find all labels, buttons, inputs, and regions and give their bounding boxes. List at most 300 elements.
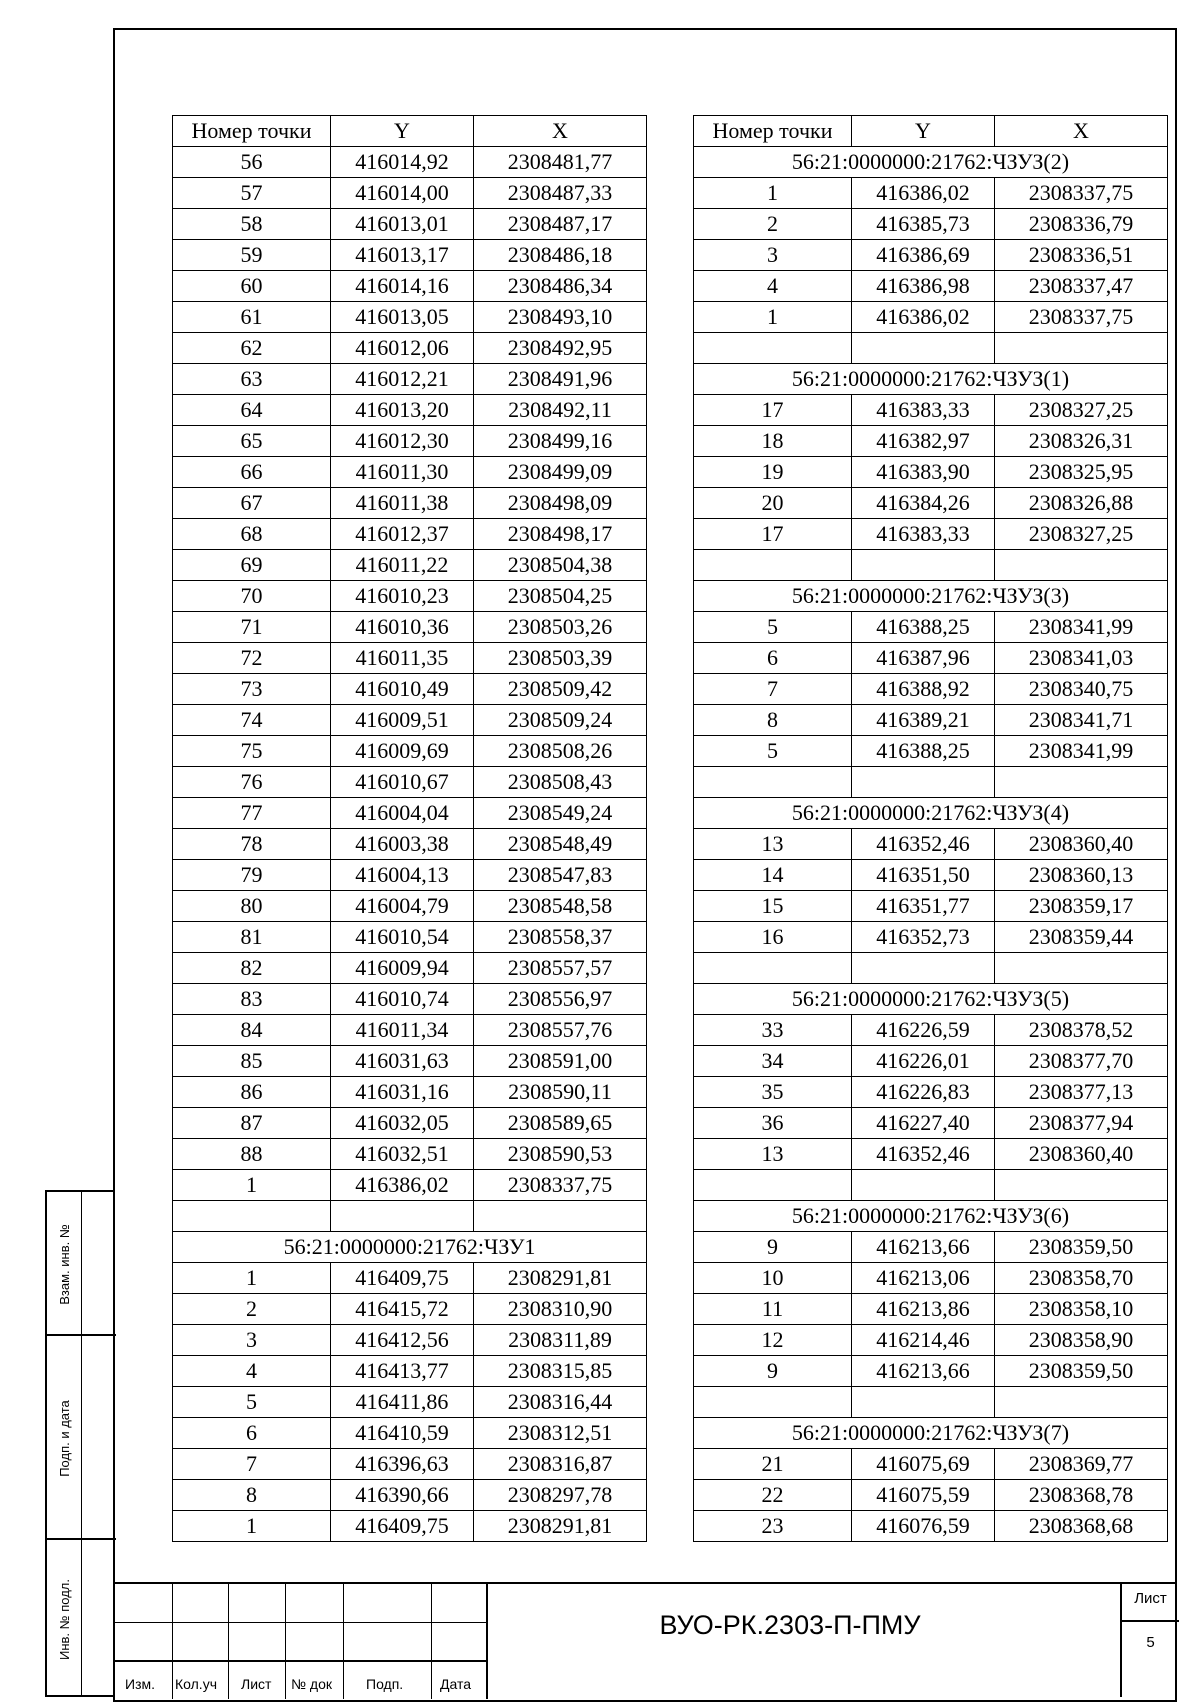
x-cell: 2308377,70 xyxy=(995,1046,1168,1077)
col-doc-no: № док xyxy=(291,1676,332,1692)
x-cell: 2308297,78 xyxy=(474,1480,647,1511)
y-cell: 416010,36 xyxy=(331,612,474,643)
point-number-cell: 79 xyxy=(173,860,331,891)
point-number-cell: 1 xyxy=(173,1263,331,1294)
point-number-cell: 4 xyxy=(694,271,852,302)
table-row xyxy=(694,860,1168,891)
y-cell: 416388,25 xyxy=(852,736,995,767)
x-cell: 2308359,44 xyxy=(995,922,1168,953)
x-cell: 2308368,68 xyxy=(995,1511,1168,1542)
point-number-cell: 70 xyxy=(173,581,331,612)
point-number-cell: 64 xyxy=(173,395,331,426)
point-number-cell: 7 xyxy=(173,1449,331,1480)
x-cell: 2308492,11 xyxy=(474,395,647,426)
x-cell: 2308337,75 xyxy=(995,178,1168,209)
y-cell: 416213,66 xyxy=(852,1232,995,1263)
point-number-cell: 1 xyxy=(694,178,852,209)
point-number-cell: 15 xyxy=(694,891,852,922)
sheet-box xyxy=(1120,1582,1179,1697)
coordinates-table-left xyxy=(172,115,647,1542)
table-row xyxy=(173,1077,647,1108)
x-cell xyxy=(995,1387,1168,1418)
y-cell: 416004,79 xyxy=(331,891,474,922)
point-number-cell: 11 xyxy=(694,1294,852,1325)
point-number-cell: 23 xyxy=(694,1511,852,1542)
x-cell xyxy=(474,1201,647,1232)
x-cell: 2308377,94 xyxy=(995,1108,1168,1139)
x-cell: 2308369,77 xyxy=(995,1449,1168,1480)
point-number-cell: 6 xyxy=(694,643,852,674)
table-row xyxy=(694,829,1168,860)
x-cell xyxy=(995,333,1168,364)
y-cell: 416352,46 xyxy=(852,1139,995,1170)
y-cell: 416011,30 xyxy=(331,457,474,488)
table-row xyxy=(173,767,647,798)
point-number-cell: 2 xyxy=(173,1294,331,1325)
point-number-cell xyxy=(694,550,852,581)
x-cell: 2308549,24 xyxy=(474,798,647,829)
y-cell: 416213,06 xyxy=(852,1263,995,1294)
x-cell: 2308337,75 xyxy=(474,1170,647,1201)
table-row xyxy=(173,550,647,581)
y-cell: 416226,83 xyxy=(852,1077,995,1108)
x-cell xyxy=(995,550,1168,581)
table-row xyxy=(694,1170,1168,1201)
point-number-cell: 17 xyxy=(694,395,852,426)
x-cell: 2308336,79 xyxy=(995,209,1168,240)
point-number-cell xyxy=(694,1170,852,1201)
section-title: 56:21:0000000:21762:ЧЗУЗ(5) xyxy=(694,984,1168,1015)
y-cell: 416075,59 xyxy=(852,1480,995,1511)
y-cell: 416386,02 xyxy=(852,302,995,333)
point-number-cell: 56 xyxy=(173,147,331,178)
point-number-cell: 82 xyxy=(173,953,331,984)
point-number-cell: 19 xyxy=(694,457,852,488)
header-row xyxy=(173,116,647,147)
y-cell: 416010,23 xyxy=(331,581,474,612)
y-cell: 416386,98 xyxy=(852,271,995,302)
y-cell: 416411,86 xyxy=(331,1387,474,1418)
point-number-cell: 75 xyxy=(173,736,331,767)
point-number-cell: 81 xyxy=(173,922,331,953)
table-row xyxy=(694,1449,1168,1480)
point-number-cell: 9 xyxy=(694,1232,852,1263)
sheet-label: Лист xyxy=(1134,1590,1167,1607)
point-number-cell: 35 xyxy=(694,1077,852,1108)
point-number-cell: 68 xyxy=(173,519,331,550)
point-number-cell: 85 xyxy=(173,1046,331,1077)
point-number-cell: 83 xyxy=(173,984,331,1015)
x-cell: 2308326,88 xyxy=(995,488,1168,519)
table-row xyxy=(694,891,1168,922)
section-row xyxy=(694,581,1168,612)
col-change: Изм. xyxy=(125,1676,155,1692)
point-number-cell: 21 xyxy=(694,1449,852,1480)
table-row xyxy=(694,426,1168,457)
y-cell: 416352,73 xyxy=(852,922,995,953)
x-cell: 2308508,43 xyxy=(474,767,647,798)
x-cell: 2308486,34 xyxy=(474,271,647,302)
table-row xyxy=(173,922,647,953)
section-row xyxy=(694,364,1168,395)
y-cell: 416032,05 xyxy=(331,1108,474,1139)
table-row xyxy=(694,1480,1168,1511)
table-row xyxy=(694,1015,1168,1046)
x-cell: 2308337,47 xyxy=(995,271,1168,302)
table-row xyxy=(694,643,1168,674)
table-row xyxy=(173,1015,647,1046)
table-row xyxy=(173,798,647,829)
point-number-cell: 36 xyxy=(694,1108,852,1139)
table-row xyxy=(173,1263,647,1294)
point-number-cell xyxy=(694,953,852,984)
point-number-cell: 86 xyxy=(173,1077,331,1108)
table-row xyxy=(694,1325,1168,1356)
table-row xyxy=(173,1480,647,1511)
table-row xyxy=(173,1325,647,1356)
point-number-cell: 74 xyxy=(173,705,331,736)
x-cell: 2308359,50 xyxy=(995,1356,1168,1387)
x-cell: 2308316,44 xyxy=(474,1387,647,1418)
col-signature: Подп. xyxy=(366,1676,404,1692)
point-number-cell: 7 xyxy=(694,674,852,705)
table-row xyxy=(694,333,1168,364)
x-cell: 2308311,89 xyxy=(474,1325,647,1356)
point-number-cell: 3 xyxy=(694,240,852,271)
point-number-cell: 71 xyxy=(173,612,331,643)
x-cell: 2308493,10 xyxy=(474,302,647,333)
table-row xyxy=(694,1294,1168,1325)
point-number-cell: 63 xyxy=(173,364,331,395)
table-row xyxy=(173,178,647,209)
side-label-sign-date: Подп. и дата xyxy=(56,1399,72,1477)
table-row xyxy=(694,519,1168,550)
table-row xyxy=(173,643,647,674)
point-number-cell: 5 xyxy=(173,1387,331,1418)
y-cell: 416011,38 xyxy=(331,488,474,519)
point-number-cell: 10 xyxy=(694,1263,852,1294)
col-sheet: Лист xyxy=(241,1676,272,1692)
table-row xyxy=(173,364,647,395)
y-cell: 416076,59 xyxy=(852,1511,995,1542)
table-row xyxy=(173,674,647,705)
y-cell: 416410,59 xyxy=(331,1418,474,1449)
table-row xyxy=(173,736,647,767)
side-label-replacement-inv: Взам. инв. № xyxy=(56,1223,72,1305)
x-cell: 2308368,78 xyxy=(995,1480,1168,1511)
y-cell: 416383,90 xyxy=(852,457,995,488)
point-number-cell xyxy=(694,1387,852,1418)
table-row xyxy=(694,240,1168,271)
table-row xyxy=(173,891,647,922)
table-row xyxy=(173,426,647,457)
y-cell: 416409,75 xyxy=(331,1263,474,1294)
table-row xyxy=(173,1201,647,1232)
table-row xyxy=(694,550,1168,581)
table-row xyxy=(694,1046,1168,1077)
section-row xyxy=(694,984,1168,1015)
point-number-cell: 1 xyxy=(173,1170,331,1201)
point-number-cell: 80 xyxy=(173,891,331,922)
x-cell: 2308548,49 xyxy=(474,829,647,860)
y-cell: 416003,38 xyxy=(331,829,474,860)
side-stamp xyxy=(45,1190,114,1697)
y-cell: 416385,73 xyxy=(852,209,995,240)
table-row xyxy=(173,1139,647,1170)
y-cell: 416388,92 xyxy=(852,674,995,705)
y-cell: 416009,51 xyxy=(331,705,474,736)
y-cell: 416409,75 xyxy=(331,1511,474,1542)
x-cell: 2308509,42 xyxy=(474,674,647,705)
y-cell xyxy=(331,1201,474,1232)
point-number-cell: 59 xyxy=(173,240,331,271)
x-cell: 2308359,17 xyxy=(995,891,1168,922)
x-cell: 2308360,40 xyxy=(995,829,1168,860)
y-cell xyxy=(852,767,995,798)
col-count: Кол.уч xyxy=(175,1676,217,1692)
x-cell: 2308591,00 xyxy=(474,1046,647,1077)
x-cell: 2308341,03 xyxy=(995,643,1168,674)
x-cell: 2308589,65 xyxy=(474,1108,647,1139)
point-number-cell: 18 xyxy=(694,426,852,457)
x-cell: 2308590,53 xyxy=(474,1139,647,1170)
point-number-cell: 62 xyxy=(173,333,331,364)
point-number-cell: 22 xyxy=(694,1480,852,1511)
table-row xyxy=(694,1356,1168,1387)
table-row xyxy=(694,953,1168,984)
table-row xyxy=(694,1387,1168,1418)
header-cell: Номер точки xyxy=(173,116,331,147)
table-row xyxy=(173,1356,647,1387)
y-cell: 416013,05 xyxy=(331,302,474,333)
header-row xyxy=(694,116,1168,147)
point-number-cell: 5 xyxy=(694,612,852,643)
table-row xyxy=(694,302,1168,333)
point-number-cell: 57 xyxy=(173,178,331,209)
table-row xyxy=(173,581,647,612)
point-number-cell: 72 xyxy=(173,643,331,674)
x-cell: 2308310,90 xyxy=(474,1294,647,1325)
x-cell: 2308558,37 xyxy=(474,922,647,953)
x-cell: 2308504,25 xyxy=(474,581,647,612)
header-cell: X xyxy=(995,116,1168,147)
x-cell: 2308358,10 xyxy=(995,1294,1168,1325)
x-cell: 2308548,58 xyxy=(474,891,647,922)
table-row xyxy=(173,457,647,488)
x-cell: 2308547,83 xyxy=(474,860,647,891)
point-number-cell: 84 xyxy=(173,1015,331,1046)
table-row xyxy=(694,1511,1168,1542)
header-cell: Номер точки xyxy=(694,116,852,147)
table-row xyxy=(173,519,647,550)
sheet-number: 5 xyxy=(1146,1634,1155,1651)
table-row xyxy=(173,1294,647,1325)
col-date: Дата xyxy=(440,1676,472,1692)
table-row xyxy=(173,1108,647,1139)
coordinates-table-right xyxy=(693,115,1168,1542)
x-cell: 2308327,25 xyxy=(995,519,1168,550)
y-cell: 416014,16 xyxy=(331,271,474,302)
table-row xyxy=(173,395,647,426)
point-number-cell: 8 xyxy=(173,1480,331,1511)
x-cell: 2308312,51 xyxy=(474,1418,647,1449)
y-cell: 416390,66 xyxy=(331,1480,474,1511)
x-cell: 2308336,51 xyxy=(995,240,1168,271)
table-row xyxy=(694,674,1168,705)
y-cell: 416012,21 xyxy=(331,364,474,395)
y-cell: 416352,46 xyxy=(852,829,995,860)
x-cell: 2308341,99 xyxy=(995,736,1168,767)
table-row xyxy=(694,1108,1168,1139)
x-cell: 2308509,24 xyxy=(474,705,647,736)
table-row xyxy=(173,1387,647,1418)
y-cell: 416351,77 xyxy=(852,891,995,922)
y-cell: 416009,69 xyxy=(331,736,474,767)
point-number-cell xyxy=(694,767,852,798)
point-number-cell: 76 xyxy=(173,767,331,798)
section-title: 56:21:0000000:21762:ЧЗУЗ(7) xyxy=(694,1418,1168,1449)
point-number-cell: 66 xyxy=(173,457,331,488)
x-cell: 2308499,16 xyxy=(474,426,647,457)
point-number-cell: 88 xyxy=(173,1139,331,1170)
y-cell: 416011,35 xyxy=(331,643,474,674)
table-row xyxy=(694,271,1168,302)
x-cell: 2308341,71 xyxy=(995,705,1168,736)
y-cell: 416010,54 xyxy=(331,922,474,953)
table-row xyxy=(694,1232,1168,1263)
point-number-cell: 13 xyxy=(694,829,852,860)
x-cell xyxy=(995,953,1168,984)
point-number-cell: 20 xyxy=(694,488,852,519)
point-number-cell: 87 xyxy=(173,1108,331,1139)
x-cell: 2308291,81 xyxy=(474,1263,647,1294)
point-number-cell: 12 xyxy=(694,1325,852,1356)
y-cell: 416213,86 xyxy=(852,1294,995,1325)
y-cell xyxy=(852,550,995,581)
table-row xyxy=(694,1139,1168,1170)
y-cell: 416386,02 xyxy=(852,178,995,209)
x-cell: 2308491,96 xyxy=(474,364,647,395)
table-row xyxy=(173,302,647,333)
x-cell: 2308360,40 xyxy=(995,1139,1168,1170)
point-number-cell: 65 xyxy=(173,426,331,457)
point-number-cell: 58 xyxy=(173,209,331,240)
x-cell: 2308340,75 xyxy=(995,674,1168,705)
y-cell xyxy=(852,1170,995,1201)
document-code: ВУО-РК.2303-П-ПМУ xyxy=(659,1610,921,1640)
x-cell: 2308503,26 xyxy=(474,612,647,643)
table-row xyxy=(173,705,647,736)
x-cell: 2308325,95 xyxy=(995,457,1168,488)
x-cell: 2308291,81 xyxy=(474,1511,647,1542)
table-row xyxy=(173,333,647,364)
table-row xyxy=(694,736,1168,767)
y-cell: 416012,06 xyxy=(331,333,474,364)
table-row xyxy=(173,271,647,302)
point-number-cell: 8 xyxy=(694,705,852,736)
table-row xyxy=(694,612,1168,643)
y-cell: 416383,33 xyxy=(852,395,995,426)
x-cell: 2308326,31 xyxy=(995,426,1168,457)
table-row xyxy=(694,488,1168,519)
point-number-cell: 5 xyxy=(694,736,852,767)
table-row xyxy=(173,829,647,860)
x-cell: 2308498,17 xyxy=(474,519,647,550)
table-row xyxy=(694,705,1168,736)
point-number-cell: 60 xyxy=(173,271,331,302)
y-cell: 416012,37 xyxy=(331,519,474,550)
y-cell: 416032,51 xyxy=(331,1139,474,1170)
section-title: 56:21:0000000:21762:ЧЗУЗ(1) xyxy=(694,364,1168,395)
x-cell xyxy=(995,1170,1168,1201)
y-cell: 416011,34 xyxy=(331,1015,474,1046)
x-cell: 2308557,76 xyxy=(474,1015,647,1046)
header-cell: X xyxy=(474,116,647,147)
point-number-cell xyxy=(173,1201,331,1232)
y-cell: 416011,22 xyxy=(331,550,474,581)
table-row xyxy=(173,209,647,240)
point-number-cell: 1 xyxy=(173,1511,331,1542)
point-number-cell: 1 xyxy=(694,302,852,333)
x-cell: 2308492,95 xyxy=(474,333,647,364)
x-cell: 2308315,85 xyxy=(474,1356,647,1387)
y-cell: 416226,01 xyxy=(852,1046,995,1077)
table-row xyxy=(173,953,647,984)
x-cell: 2308358,70 xyxy=(995,1263,1168,1294)
y-cell: 416010,74 xyxy=(331,984,474,1015)
y-cell: 416009,94 xyxy=(331,953,474,984)
table-row xyxy=(173,488,647,519)
point-number-cell: 33 xyxy=(694,1015,852,1046)
x-cell: 2308503,39 xyxy=(474,643,647,674)
y-cell: 416014,00 xyxy=(331,178,474,209)
table-row xyxy=(694,178,1168,209)
y-cell: 416012,30 xyxy=(331,426,474,457)
point-number-cell: 3 xyxy=(173,1325,331,1356)
section-title: 56:21:0000000:21762:ЧЗУ1 xyxy=(173,1232,647,1263)
side-label-original-inv: Инв. № подл. xyxy=(56,1579,72,1660)
y-cell: 416386,69 xyxy=(852,240,995,271)
table-row xyxy=(173,860,647,891)
header-cell: Y xyxy=(331,116,474,147)
x-cell: 2308481,77 xyxy=(474,147,647,178)
section-row xyxy=(173,1232,647,1263)
y-cell: 416415,72 xyxy=(331,1294,474,1325)
x-cell: 2308556,97 xyxy=(474,984,647,1015)
point-number-cell: 4 xyxy=(173,1356,331,1387)
y-cell xyxy=(852,953,995,984)
section-row xyxy=(694,1201,1168,1232)
x-cell: 2308504,38 xyxy=(474,550,647,581)
section-title: 56:21:0000000:21762:ЧЗУЗ(2) xyxy=(694,147,1168,178)
section-title: 56:21:0000000:21762:ЧЗУЗ(4) xyxy=(694,798,1168,829)
table-row xyxy=(173,147,647,178)
table-row xyxy=(173,1418,647,1449)
y-cell: 416351,50 xyxy=(852,860,995,891)
y-cell: 416013,01 xyxy=(331,209,474,240)
table-row xyxy=(694,1077,1168,1108)
y-cell: 416388,25 xyxy=(852,612,995,643)
table-row xyxy=(173,1170,647,1201)
y-cell: 416412,56 xyxy=(331,1325,474,1356)
y-cell: 416413,77 xyxy=(331,1356,474,1387)
y-cell: 416227,40 xyxy=(852,1108,995,1139)
point-number-cell: 34 xyxy=(694,1046,852,1077)
y-cell: 416031,16 xyxy=(331,1077,474,1108)
x-cell: 2308486,18 xyxy=(474,240,647,271)
y-cell xyxy=(852,333,995,364)
point-number-cell: 61 xyxy=(173,302,331,333)
